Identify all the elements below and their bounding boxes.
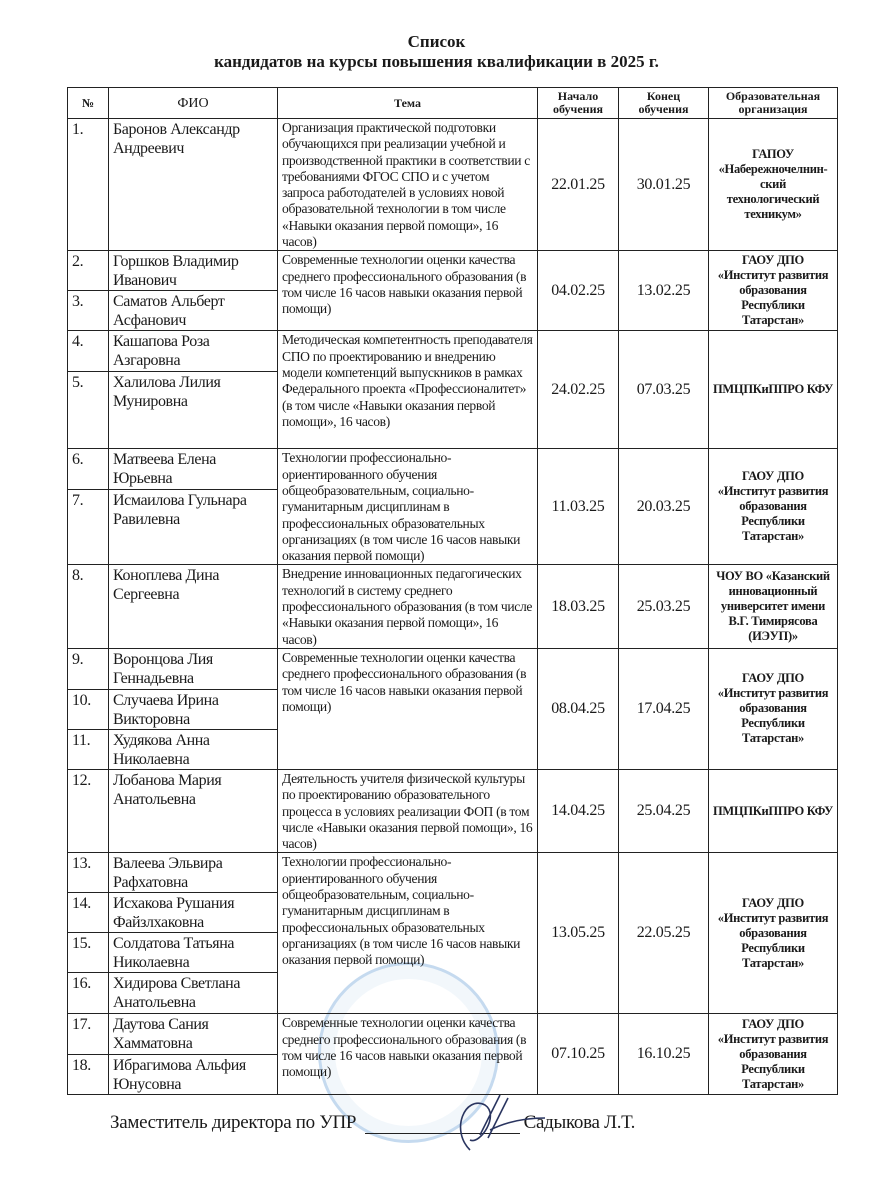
end-date: 07.03.25 xyxy=(619,331,709,449)
row-number: 1. xyxy=(68,119,109,251)
start-date: 22.01.25 xyxy=(538,119,619,251)
row-number: 14. xyxy=(68,893,109,933)
row-number: 3. xyxy=(68,291,109,331)
organization: ПМЦПКиППРО КФУ xyxy=(709,769,838,852)
end-date: 16.10.25 xyxy=(619,1014,709,1095)
row-number: 13. xyxy=(68,853,109,893)
candidate-name: Даутова Сания Хамматовна xyxy=(109,1014,278,1055)
row-number: 12. xyxy=(68,769,109,852)
table-row xyxy=(68,449,838,490)
document-title: Список xyxy=(407,32,466,51)
organization: ПМЦПКиППРО КФУ xyxy=(709,331,838,449)
end-date: 13.02.25 xyxy=(619,251,709,331)
table-row xyxy=(68,331,838,372)
candidate-name: Баронов Александр Андреевич xyxy=(109,119,278,251)
organization: ЧОУ ВО «Казанский инновационный университет имени В.Г. Тимирясова (ИЭУП)» xyxy=(709,565,838,648)
start-date: 14.04.25 xyxy=(538,769,619,852)
candidate-name: Худякова Анна Николаевна xyxy=(109,729,278,769)
row-number: 6. xyxy=(68,449,109,490)
row-number: 8. xyxy=(68,565,109,648)
candidate-name: Горшков Владимир Иванович xyxy=(109,251,278,291)
row-number: 15. xyxy=(68,933,109,973)
course-topic: Методическая компетентность преподавателя СПО по проектированию и внедрению модели компетенций выпускников в рамках Федерального проекта «Профессионалитет» (в том числе «Навыки оказания первой помощи», 16 часов) xyxy=(278,331,538,449)
candidate-name: Саматов Альберт Асфанович xyxy=(109,291,278,331)
signature-block xyxy=(110,1112,635,1134)
start-date: 08.04.25 xyxy=(538,648,619,769)
organization: ГАОУ ДПО «Институт развития образования Республики Татарстан» xyxy=(709,648,838,769)
candidate-name: Ибрагимова Альфия Юнусовна xyxy=(109,1055,278,1095)
organization: ГАОУ ДПО «Институт развития образования Республики Татарстан» xyxy=(709,251,838,331)
table-row xyxy=(68,251,838,291)
end-date: 25.03.25 xyxy=(619,565,709,648)
candidate-name: Случаева Ирина Викторовна xyxy=(109,689,278,729)
course-topic: Технологии профессионально-ориентированного обучения общеобразовательным, социально-гуманитарным дисциплинам в профессиональных образовательных организациях (в том числе 16 часов навыки оказания первой помощи) xyxy=(278,449,538,565)
start-date: 13.05.25 xyxy=(538,853,619,1014)
start-date: 11.03.25 xyxy=(538,449,619,565)
row-number: 17. xyxy=(68,1014,109,1055)
candidate-name: Лобанова Мария Анатольевна xyxy=(109,769,278,852)
row-number: 5. xyxy=(68,372,109,449)
candidate-name: Воронцова Лия Геннадьевна xyxy=(109,648,278,689)
organization: ГАПОУ «Набережночелнин-ский технологический техникум» xyxy=(709,119,838,251)
candidate-name: Валеева Эльвира Рафхатовна xyxy=(109,853,278,893)
row-number: 11. xyxy=(68,729,109,769)
table-row xyxy=(68,119,838,251)
header-org: Образовательная организация xyxy=(709,88,838,119)
end-date: 17.04.25 xyxy=(619,648,709,769)
organization: ГАОУ ДПО «Институт развития образования Республики Татарстан» xyxy=(709,1014,838,1095)
row-number: 18. xyxy=(68,1055,109,1095)
signer-position: Заместитель директора по УПР xyxy=(110,1112,357,1133)
candidate-name: Хидирова Светлана Анатольевна xyxy=(109,973,278,1014)
header-topic: Тема xyxy=(278,88,538,119)
end-date: 20.03.25 xyxy=(619,449,709,565)
course-topic: Современные технологии оценки качества среднего профессионального образования (в том числе 16 часов навыки оказания первой помощи) xyxy=(278,251,538,331)
row-number: 7. xyxy=(68,490,109,565)
row-number: 10. xyxy=(68,689,109,729)
end-date: 30.01.25 xyxy=(619,119,709,251)
start-date: 24.02.25 xyxy=(538,331,619,449)
candidate-name: Исмаилова Гульнара Равилевна xyxy=(109,490,278,565)
header-start: Начало обучения xyxy=(538,88,619,119)
table-row xyxy=(68,853,838,893)
start-date: 07.10.25 xyxy=(538,1014,619,1095)
header-num: № xyxy=(68,88,109,119)
table-body xyxy=(68,119,838,1095)
start-date: 18.03.25 xyxy=(538,565,619,648)
table-row xyxy=(68,1014,838,1055)
handwritten-signature xyxy=(440,1090,550,1160)
course-topic: Современные технологии оценки качества среднего профессионального образования (в том числе 16 часов навыки оказания первой помощи) xyxy=(278,1014,538,1095)
signer-name: Садыкова Л.Т. xyxy=(523,1112,636,1133)
candidate-name: Матвеева Елена Юрьевна xyxy=(109,449,278,490)
header-end: Конец обучения xyxy=(619,88,709,119)
row-number: 16. xyxy=(68,973,109,1014)
table-row xyxy=(68,769,838,852)
candidate-name: Солдатова Татьяна Николаевна xyxy=(109,933,278,973)
candidate-name: Исхакова Рушания Файзлхаковна xyxy=(109,893,278,933)
candidate-name: Коноплева Дина Сергеевна xyxy=(109,565,278,648)
candidates-table xyxy=(67,87,838,1095)
candidate-name: Халилова Лилия Мунировна xyxy=(109,372,278,449)
organization: ГАОУ ДПО «Институт развития образования Республики Татарстан» xyxy=(709,449,838,565)
course-topic: Деятельность учителя физической культуры по проектированию образовательного процесса в условиях реализации ФОП (в том числе «Навыки оказания первой помощи», 16 часов) xyxy=(278,769,538,852)
end-date: 25.04.25 xyxy=(619,769,709,852)
row-number: 2. xyxy=(68,251,109,291)
candidate-name: Кашапова Роза Азгаровна xyxy=(109,331,278,372)
start-date: 04.02.25 xyxy=(538,251,619,331)
table-row xyxy=(68,565,838,648)
row-number: 4. xyxy=(68,331,109,372)
table-row xyxy=(68,648,838,689)
header-fio: ФИО xyxy=(109,88,278,119)
course-topic: Организация практической подготовки обучающихся при реализации учебной и производственной практики в соответствии с требованиями ФГОС СПО и с учетом запроса работодателей в условиях новой образовательной технологии в том числе «Навыки оказания первой помощи», 16 часов) xyxy=(278,119,538,251)
table-header-row xyxy=(68,88,838,119)
organization: ГАОУ ДПО «Институт развития образования Республики Татарстан» xyxy=(709,853,838,1014)
course-topic: Современные технологии оценки качества среднего профессионального образования (в том числе 16 часов навыки оказания первой помощи) xyxy=(278,648,538,769)
course-topic: Внедрение инновационных педагогических технологий в систему среднего профессионального образования (в том числе «Навыки оказания первой помощи», 16 часов) xyxy=(278,565,538,648)
row-number: 9. xyxy=(68,648,109,689)
course-topic: Технологии профессионально-ориентированного обучения общеобразовательным, социально-гуманитарным дисциплинам в профессиональных образовательных организациях (в том числе 16 часов навыки оказания первой помощи) xyxy=(278,853,538,1014)
document-subtitle: кандидатов на курсы повышения квалификации в 2025 г. xyxy=(214,52,659,71)
end-date: 22.05.25 xyxy=(619,853,709,1014)
